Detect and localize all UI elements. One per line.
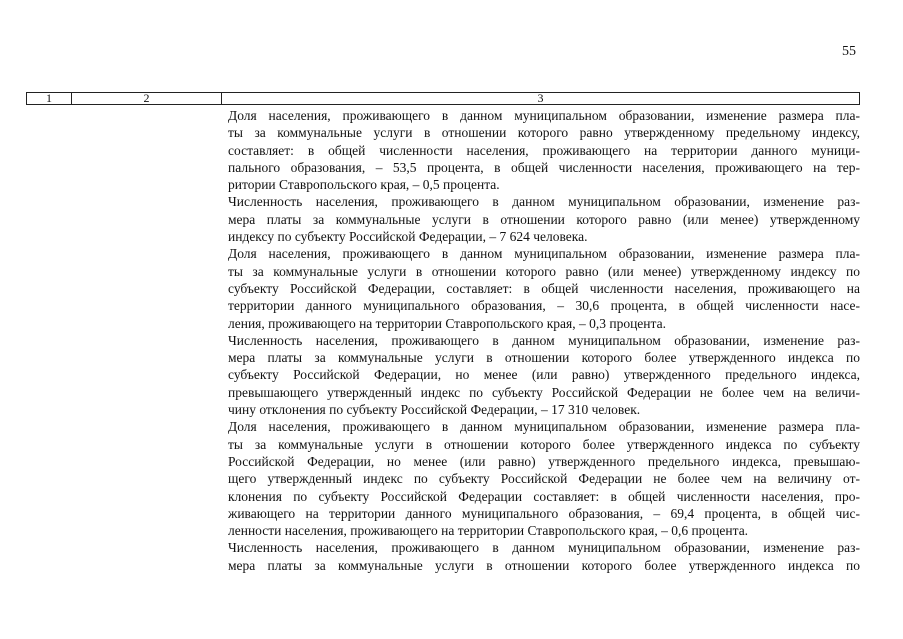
text-line: мера платы за коммунальные услуги в отношении которого более утвержденного индекса по <box>228 350 860 366</box>
paragraph <box>228 332 860 418</box>
document-body <box>228 107 860 574</box>
table-header-row <box>26 92 860 105</box>
text-line: ты за коммунальные услуги в отношении которого равно (или менее) утвержденному индексу по <box>228 263 860 279</box>
column-number-2: 2 <box>72 93 222 104</box>
text-line: мера платы за коммунальные услуги в отношении которого более утвержденного индекса по <box>228 557 860 573</box>
paragraph <box>228 107 860 193</box>
text-line: ты за коммунальные услуги в отношении которого более утвержденного индекса по субъекту <box>228 436 860 452</box>
text-line: Численность населения, проживающего в данном муниципальном образовании, изменение раз- <box>228 332 860 348</box>
paragraph <box>228 418 860 539</box>
text-line: субъекту Российской Федерации, но менее (или равно) утвержденного предельного индекса, <box>228 367 860 383</box>
column-number-1: 1 <box>27 93 72 104</box>
text-line: Российской Федерации, но менее (или равно) утвержденного предельного индекса, превышаю- <box>228 453 860 469</box>
text-line: Доля населения, проживающего в данном муниципальном образовании, изменение размера пла- <box>228 108 860 123</box>
text-line: Численность населения, проживающего в данном муниципальном образовании, изменение раз- <box>228 540 860 556</box>
text-line: превышающего утвержденный индекс по субъекту Российской Федерации не более чем на величи- <box>228 384 860 400</box>
paragraph <box>228 539 860 574</box>
page-number: 55 <box>842 44 856 59</box>
text-line: составляет: в общей численности населения, проживающего на территории данного муници- <box>228 142 860 158</box>
text-line: клонения по субъекту Российской Федерации составляет: в общей численности населения, про- <box>228 488 860 504</box>
text-line: индексу по субъекту Российской Федерации, – 7 624 человека. <box>228 229 588 245</box>
text-line: субъекту Российской Федерации, составляет: в общей численности населения, проживающего на <box>228 280 860 296</box>
column-number-3: 3 <box>537 91 544 105</box>
text-line: ритории Ставропольского края, – 0,5 процента. <box>228 177 500 193</box>
text-line: мера платы за коммунальные услуги в отношении которого равно (или менее) утвержденному <box>228 211 860 227</box>
paragraph <box>228 245 860 331</box>
text-line: ленности населения, проживающего на территории Ставропольского края, – 0,6 процента. <box>228 523 749 539</box>
text-line: живающего на территории данного муниципального образования, – 69,4 процента, в общей чис- <box>228 505 860 521</box>
text-line: чину отклонения по субъекту Российской Федерации, – 17 310 человек. <box>228 402 641 418</box>
text-line: пального образования, – 53,5 процента, в общей численности населения, проживающего на тер- <box>228 159 860 175</box>
text-line: Доля населения, проживающего в данном муниципальном образовании, изменение размера пла- <box>228 246 860 262</box>
text-line: Доля населения, проживающего в данном муниципальном образовании, изменение размера пла- <box>228 419 860 435</box>
text-line: Численность населения, проживающего в данном муниципальном образовании, изменение раз- <box>228 194 860 210</box>
text-line: ты за коммунальные услуги в отношении которого равно утвержденному предельному индексу, <box>228 125 860 141</box>
text-line: ления, проживающего на территории Ставропольского края, – 0,3 процента. <box>228 315 666 331</box>
paragraph <box>228 193 860 245</box>
text-line: территории данного муниципального образования, – 30,6 процента, в общей численности насе- <box>228 298 860 314</box>
text-line: щего утвержденный индекс по субъекту Российской Федерации не более чем на величину от- <box>228 471 860 487</box>
